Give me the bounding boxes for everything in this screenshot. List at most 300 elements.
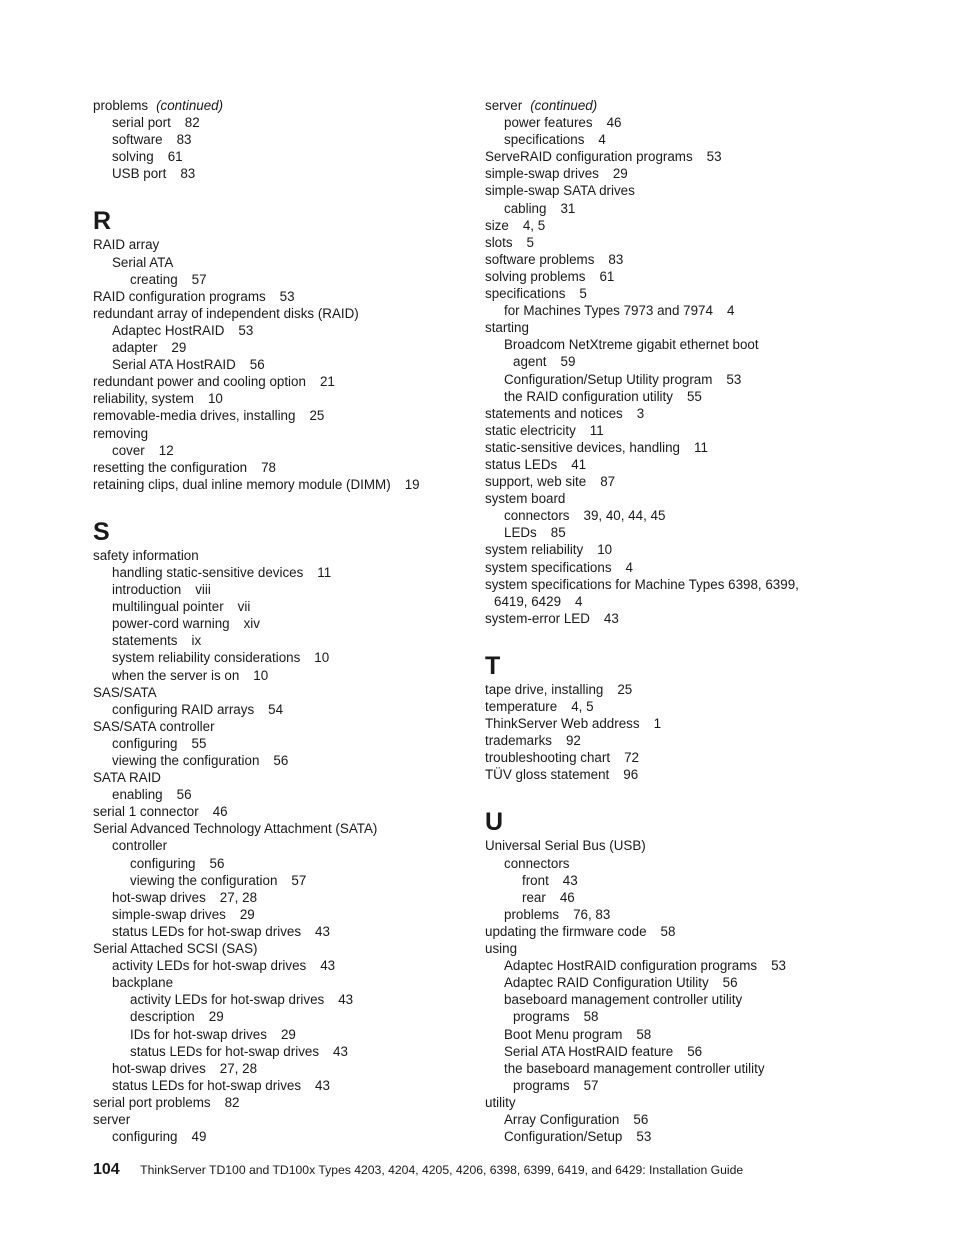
- index-entry: [93, 923, 463, 940]
- index-entry: [485, 336, 835, 353]
- index-entry: [485, 1043, 835, 1060]
- index-term: SATA RAID: [93, 770, 161, 786]
- index-page-reference: 56: [249, 357, 265, 373]
- index-term: cabling: [504, 200, 547, 216]
- index-entry: [485, 1026, 835, 1043]
- index-term: Serial ATA HostRAID feature: [504, 1043, 674, 1059]
- index-entry: [93, 114, 463, 131]
- index-entry: [93, 254, 463, 271]
- index-term: Broadcom NetXtreme gigabit ethernet boot: [504, 337, 759, 353]
- index-entry: [485, 302, 835, 319]
- index-page-reference: 54: [268, 701, 284, 717]
- index-page-reference: 87: [600, 474, 616, 490]
- index-page-reference: 4: [598, 132, 606, 148]
- index-page-reference: 43: [315, 1077, 330, 1093]
- index-page-reference: 43: [562, 872, 578, 888]
- index-entry: [485, 405, 835, 422]
- index-entry: [485, 991, 835, 1008]
- index-page-reference: 10: [597, 542, 613, 558]
- index-term: system-error LED: [485, 610, 590, 626]
- index-term: backplane: [112, 975, 174, 991]
- index-entry: [93, 855, 463, 872]
- index-term: adapter: [112, 340, 158, 356]
- index-entry: [93, 373, 463, 390]
- index-entry: [485, 1060, 835, 1077]
- index-entry: [93, 165, 463, 182]
- index-term: static electricity: [485, 422, 576, 438]
- index-term: system board: [485, 491, 566, 507]
- index-page-reference: 58: [583, 1009, 599, 1025]
- index-term: connectors: [504, 508, 570, 524]
- index-entry: [93, 872, 463, 889]
- index-entry: [485, 165, 835, 182]
- index-term: RAID configuration programs: [93, 288, 266, 304]
- index-page-reference: 57: [583, 1077, 599, 1093]
- index-page-reference: 41: [571, 456, 587, 472]
- index-term: solving: [112, 149, 154, 165]
- index-page-reference: 56: [273, 753, 289, 768]
- index-page-reference: 83: [180, 166, 196, 182]
- index-term: LEDs: [504, 525, 537, 541]
- index-entry: [93, 615, 463, 632]
- index-page-reference: 11: [694, 439, 708, 455]
- index-term: temperature: [485, 699, 558, 714]
- index-entry: [485, 889, 835, 906]
- index-entry: [93, 1077, 463, 1094]
- index-term: slots: [485, 234, 513, 250]
- index-entry: [485, 234, 835, 251]
- index-term: support, web site: [485, 474, 587, 490]
- index-page-reference: 53: [726, 371, 742, 387]
- index-page-reference: 4, 5: [571, 699, 594, 714]
- index-term: removable-media drives, installing: [93, 408, 296, 424]
- index-term: introduction: [112, 582, 182, 598]
- index-term: Adaptec HostRAID configuration programs: [504, 958, 758, 974]
- index-term: system specifications: [485, 559, 612, 575]
- index-term: SAS/SATA controller: [93, 718, 215, 734]
- index-term: RAID array: [93, 237, 160, 253]
- index-term: trademarks: [485, 733, 552, 749]
- index-entry: [93, 581, 463, 598]
- index-page-reference: 4, 5: [522, 217, 546, 233]
- index-page-reference: 4: [575, 593, 583, 609]
- index-entry: [93, 649, 463, 666]
- index-entry: [93, 957, 463, 974]
- index-page-reference: 83: [176, 132, 192, 148]
- index-page-reference: 82: [184, 115, 200, 131]
- index-page-reference: 59: [560, 354, 576, 370]
- index-term: Serial Advanced Technology Attachment (SATA): [93, 821, 378, 837]
- index-term: removing: [93, 425, 149, 441]
- index-entry: [485, 610, 835, 627]
- index-term: simple-swap SATA drives: [485, 183, 635, 199]
- index-page-reference: 56: [176, 787, 192, 803]
- index-page-reference: 1: [653, 716, 662, 732]
- index-term: problems: [93, 98, 149, 113]
- index-page-reference: 10: [314, 650, 330, 666]
- index-page-reference: 43: [333, 1043, 348, 1059]
- index-entry: [485, 319, 835, 336]
- index-term: activity LEDs for hot-swap drives: [112, 958, 307, 974]
- index-term: Serial ATA HostRAID: [112, 357, 236, 373]
- index-entry: [485, 576, 835, 593]
- index-term: SAS/SATA: [93, 684, 157, 700]
- index-term: redundant array of independent disks (RAID): [93, 305, 359, 321]
- index-term: statements and notices: [485, 405, 623, 421]
- index-page-reference: 27, 28: [219, 1060, 258, 1076]
- index-page-reference: 4: [625, 559, 633, 575]
- index-entry: [93, 718, 463, 735]
- index-term: cover: [112, 442, 145, 458]
- index-term: USB port: [112, 166, 167, 182]
- index-entry: [93, 701, 463, 718]
- index-letter-heading: S: [93, 517, 110, 546]
- index-term: Configuration/Setup Utility program: [504, 371, 713, 387]
- index-entry: [485, 388, 835, 405]
- index-entry: [485, 872, 835, 889]
- index-entry: [485, 1128, 835, 1145]
- page-number: 104: [93, 1161, 120, 1178]
- index-entry: [93, 1043, 463, 1060]
- index-term: Configuration/Setup: [504, 1129, 623, 1145]
- index-term: system reliability: [485, 542, 584, 558]
- index-term: 6419, 6429: [494, 593, 562, 609]
- index-entry: [485, 974, 835, 991]
- index-page-reference: 5: [579, 286, 587, 302]
- index-entry: [485, 200, 835, 217]
- index-term: baseboard management controller utility: [504, 992, 743, 1008]
- index-entry: [93, 803, 463, 820]
- index-term: Universal Serial Bus (USB): [485, 838, 646, 854]
- index-entry: [485, 837, 835, 854]
- index-page-reference: xiv: [243, 616, 260, 632]
- index-term: simple-swap drives: [485, 166, 599, 182]
- index-term: controller: [112, 838, 168, 854]
- index-entry: [93, 407, 463, 424]
- index-term: configuring: [112, 1129, 178, 1145]
- index-page-reference: 57: [191, 271, 207, 287]
- index-entry: [485, 114, 835, 131]
- index-entry: [485, 698, 835, 715]
- index-entry: [485, 855, 835, 872]
- index-term: rear: [522, 889, 546, 905]
- index-page-reference: 31: [560, 200, 576, 216]
- index-term: hot-swap drives: [112, 1060, 206, 1076]
- index-term: configuring RAID arrays: [112, 701, 255, 717]
- index-entry: [93, 148, 463, 165]
- index-page-reference: 76, 83: [573, 906, 611, 922]
- index-term: software problems: [485, 251, 595, 267]
- index-page-reference: 25: [309, 408, 325, 424]
- index-entry: [485, 940, 835, 957]
- index-page-reference: 55: [686, 388, 702, 404]
- index-term: Boot Menu program: [504, 1026, 623, 1042]
- index-term: statements: [112, 633, 178, 649]
- index-term: programs: [513, 1009, 570, 1025]
- index-page-reference: 19: [404, 476, 420, 492]
- index-term: viewing the configuration: [112, 753, 260, 768]
- index-page-reference: 58: [636, 1026, 652, 1042]
- index-entry: [485, 559, 835, 576]
- index-term: system specifications for Machine Types 6398, 6399,: [485, 576, 799, 592]
- index-term: description: [130, 1009, 195, 1025]
- index-page-reference: 11: [589, 422, 604, 438]
- index-term: status LEDs for hot-swap drives: [112, 923, 302, 939]
- index-entry: [93, 1128, 463, 1145]
- index-term: updating the firmware code: [485, 923, 647, 939]
- index-entry: [93, 322, 463, 339]
- index-entry: [485, 1111, 835, 1128]
- index-page-reference: 56: [633, 1111, 649, 1127]
- index-term: troubleshooting chart: [485, 750, 611, 766]
- index-entry: [485, 507, 835, 524]
- index-term: specifications: [485, 286, 566, 302]
- index-term: ThinkServer Web address: [485, 716, 640, 732]
- index-entry: [93, 271, 463, 288]
- index-term: system reliability considerations: [112, 650, 301, 666]
- index-page-reference: 29: [171, 340, 187, 356]
- index-entry: [93, 564, 463, 581]
- index-entry: [485, 251, 835, 268]
- index-page-reference: 55: [191, 735, 207, 751]
- index-page-reference: 29: [280, 1026, 296, 1042]
- index-page-reference: 61: [599, 268, 615, 284]
- index-entry: [93, 476, 463, 493]
- index-page-reference: 82: [224, 1094, 240, 1110]
- index-entry: [485, 1094, 835, 1111]
- index-page-reference: 49: [191, 1129, 207, 1145]
- index-entry: [93, 837, 463, 854]
- index-term: resetting the configuration: [93, 459, 248, 475]
- index-entry: [93, 1008, 463, 1025]
- index-page-reference: 29: [612, 166, 628, 182]
- index-term: status LEDs for hot-swap drives: [112, 1077, 302, 1093]
- index-term: hot-swap drives: [112, 889, 206, 905]
- index-page-reference: 53: [706, 149, 722, 165]
- index-term: starting: [485, 320, 529, 336]
- index-term: Adaptec RAID Configuration Utility: [504, 975, 709, 991]
- index-term: activity LEDs for hot-swap drives: [130, 992, 325, 1008]
- index-page-reference: 29: [208, 1009, 224, 1025]
- index-entry: [485, 353, 835, 370]
- index-entry: [93, 459, 463, 476]
- index-entry: [93, 547, 463, 564]
- index-entry: [93, 339, 463, 356]
- index-page-reference: 3: [636, 405, 645, 421]
- index-entry: [485, 1008, 835, 1025]
- index-letter-heading: U: [485, 808, 504, 837]
- index-page-reference: 21: [319, 374, 335, 390]
- index-term: viewing the configuration: [130, 872, 278, 888]
- index-entry: [485, 148, 835, 165]
- index-entry: [485, 490, 835, 507]
- index-entry: [93, 1111, 463, 1128]
- index-page-reference: 58: [660, 923, 676, 939]
- index-term: serial port: [112, 115, 171, 131]
- index-term: solving problems: [485, 268, 586, 284]
- index-entry: [485, 371, 835, 388]
- index-page-reference: 5: [526, 234, 534, 250]
- index-term: simple-swap drives: [112, 906, 226, 922]
- index-entry: [93, 974, 463, 991]
- index-page-reference: 46: [212, 804, 228, 820]
- index-term: retaining clips, dual inline memory module (DIMM): [93, 476, 391, 492]
- index-entry: [93, 390, 463, 407]
- index-term: software: [112, 132, 163, 148]
- index-entry: [485, 439, 835, 456]
- index-page-reference: 46: [606, 115, 622, 131]
- continued-label: (continued): [530, 98, 598, 113]
- index-entry: [485, 766, 835, 783]
- index-page-reference: 43: [603, 610, 619, 626]
- index-entry: [93, 820, 463, 837]
- index-term: configuring: [112, 735, 178, 751]
- index-page-reference: 27, 28: [219, 889, 258, 905]
- index-term: specifications: [504, 132, 585, 148]
- index-page-reference: 11: [317, 564, 332, 580]
- index-page-reference: 56: [687, 1043, 703, 1059]
- index-page-reference: 25: [617, 681, 633, 697]
- index-term: multilingual pointer: [112, 599, 224, 615]
- index-term: size: [485, 217, 509, 233]
- index-entry: [93, 236, 463, 253]
- index-entry: [93, 1094, 463, 1111]
- index-entry: [485, 957, 835, 974]
- index-term: utility: [485, 1094, 516, 1110]
- index-entry: [485, 97, 835, 114]
- index-term: serial port problems: [93, 1094, 211, 1110]
- index-entry: [485, 285, 835, 302]
- index-page-reference: 72: [624, 750, 639, 766]
- index-page-reference: 10: [207, 391, 223, 407]
- index-page-reference: viii: [195, 582, 211, 598]
- index-entry: [93, 1026, 463, 1043]
- index-entry: [485, 593, 835, 610]
- index-entry: [485, 715, 835, 732]
- index-entry: [93, 288, 463, 305]
- index-entry: [485, 923, 835, 940]
- index-entry: [485, 541, 835, 558]
- index-entry: [93, 131, 463, 148]
- index-letter-heading: T: [485, 651, 501, 680]
- index-term: connectors: [504, 855, 570, 871]
- index-term: power features: [504, 115, 593, 131]
- index-page-reference: 92: [565, 733, 581, 749]
- index-page-reference: 53: [771, 958, 786, 974]
- index-page-reference: 12: [158, 442, 174, 458]
- index-page-reference: 43: [315, 923, 330, 939]
- index-page-reference: 56: [722, 975, 738, 991]
- index-page-reference: 53: [238, 322, 254, 338]
- index-entry: [93, 97, 463, 114]
- index-entry: [485, 906, 835, 923]
- index-page-reference: 96: [623, 767, 639, 783]
- index-entry: [93, 906, 463, 923]
- index-term: configuring: [130, 855, 196, 871]
- index-page-reference: 46: [559, 889, 575, 905]
- index-entry: [485, 217, 835, 234]
- index-entry: [485, 732, 835, 749]
- index-page-reference: 43: [338, 992, 354, 1008]
- index-entry: [485, 473, 835, 490]
- index-page-reference: 56: [209, 855, 225, 871]
- index-term: creating: [130, 271, 178, 287]
- index-letter-heading: R: [93, 207, 112, 236]
- index-entry: [93, 752, 463, 769]
- index-term: Adaptec HostRAID: [112, 322, 225, 338]
- index-column-left: [93, 97, 463, 1145]
- index-term: enabling: [112, 787, 163, 803]
- index-term: programs: [513, 1077, 570, 1093]
- index-entry: [93, 684, 463, 701]
- index-page-reference: ix: [191, 633, 202, 649]
- index-term: agent: [513, 354, 547, 370]
- index-entry: [93, 598, 463, 615]
- index-term: for Machines Types 7973 and 7974: [504, 303, 713, 319]
- index-term: when the server is on: [112, 667, 240, 683]
- index-term: the baseboard management controller utility: [504, 1060, 765, 1076]
- index-term: using: [485, 941, 518, 957]
- index-entry: [93, 889, 463, 906]
- index-term: ServeRAID configuration programs: [485, 149, 693, 165]
- index-entry: [485, 749, 835, 766]
- index-page-reference: 57: [291, 872, 307, 888]
- index-entry: [93, 632, 463, 649]
- index-entry: [485, 681, 835, 698]
- index-entry: [93, 940, 463, 957]
- index-page-reference: 29: [239, 906, 255, 922]
- index-page-reference: 83: [608, 251, 624, 267]
- index-page-reference: 85: [550, 525, 566, 541]
- index-entry: [485, 1077, 835, 1094]
- index-term: server: [93, 1111, 131, 1127]
- index-page-reference: vii: [237, 599, 251, 615]
- index-term: Serial ATA: [112, 254, 174, 270]
- index-entry: [93, 991, 463, 1008]
- index-term: Array Configuration: [504, 1111, 620, 1127]
- index-term: status LEDs: [485, 456, 558, 472]
- index-entry: [93, 735, 463, 752]
- index-term: handling static-sensitive devices: [112, 564, 304, 580]
- index-entry: [93, 356, 463, 373]
- index-page-reference: 43: [320, 958, 336, 974]
- page-footer: [93, 1161, 743, 1179]
- index-term: IDs for hot-swap drives: [130, 1026, 267, 1042]
- index-term: reliability, system: [93, 391, 194, 407]
- index-page-reference: 4: [726, 303, 735, 319]
- index-term: Serial Attached SCSI (SAS): [93, 941, 258, 957]
- index-page-reference: 39, 40, 44, 45: [583, 508, 666, 524]
- footer-title: ThinkServer TD100 and TD100x Types 4203, 4204, 4205, 4206, 6398, 6399, 6419, and 6429: Installation Guide: [140, 1163, 744, 1177]
- index-term: TÜV gloss statement: [485, 767, 610, 783]
- index-entry: [485, 131, 835, 148]
- index-term: static-sensitive devices, handling: [485, 439, 681, 455]
- index-entry: [93, 425, 463, 442]
- index-page-reference: 61: [167, 149, 183, 165]
- index-entry: [485, 456, 835, 473]
- index-page-reference: 78: [261, 459, 276, 475]
- index-page-reference: 53: [636, 1129, 652, 1145]
- index-term: serial 1 connector: [93, 804, 199, 820]
- index-entry: [93, 667, 463, 684]
- index-entry: [93, 786, 463, 803]
- index-term: server: [485, 98, 523, 113]
- index-entry: [485, 524, 835, 541]
- index-page-reference: 10: [253, 667, 269, 683]
- index-entry: [485, 268, 835, 285]
- index-page-reference: 53: [279, 288, 295, 304]
- index-term: status LEDs for hot-swap drives: [130, 1043, 320, 1059]
